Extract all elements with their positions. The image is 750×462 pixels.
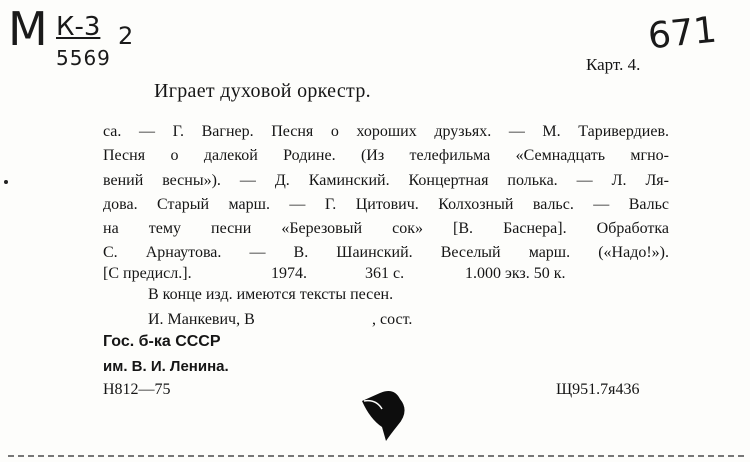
- description-line: Песня о далекой Родине. (Из телефильма «Семнадцать мгно-: [103, 147, 669, 164]
- copy-mark: 2: [118, 22, 134, 50]
- shelf-mark: К-3: [56, 12, 101, 42]
- collection-mark: М: [8, 2, 48, 56]
- printed-card-number: Н812—75: [103, 381, 171, 398]
- record-title: Играет духовой оркестр.: [154, 80, 371, 102]
- imprint-copies-price: 1.000 экз. 50 к.: [465, 265, 566, 282]
- description-line: на тему песни «Березовый сок» [В. Баснера]. Обработка: [103, 220, 669, 237]
- imprint-pages: 361 с.: [365, 265, 405, 282]
- ink-blot-icon: [360, 383, 420, 443]
- description-line: С. Арнаутова. — В. Шаинский. Веселый марш. («Надо!»).: [103, 244, 669, 261]
- description-line: са. — Г. Вагнер. Песня о хороших друзьях. — М. Таривердиев.: [103, 123, 669, 140]
- description-line: вений весны»). — Д. Каминский. Концертная полька. — Л. Ля-: [103, 172, 669, 189]
- compiler-role: , сост.: [372, 311, 413, 328]
- card-bottom-edge: [8, 455, 744, 457]
- imprint-preface: [С предисл.].: [103, 265, 192, 282]
- handwritten-card-number: 671: [645, 9, 719, 58]
- classification-code: Щ951.7я436: [556, 381, 640, 398]
- accession-number: 5569: [56, 46, 111, 70]
- bibliographic-note: В конце изд. имеются тексты песен.: [148, 286, 394, 303]
- imprint-year: 1974.: [271, 265, 307, 282]
- library-stamp-line1: Гос. б-ка СССР: [103, 333, 221, 350]
- card-label: Карт. 4.: [586, 55, 641, 74]
- description-line: дова. Старый марш. — Г. Цитович. Колхозный вальс. — Вальс: [103, 196, 669, 213]
- compiler-name: И. Манкевич, В: [148, 311, 255, 328]
- library-stamp-line2: им. В. И. Ленина.: [103, 358, 229, 375]
- punch-mark: [4, 180, 8, 184]
- imprint-line: [103, 265, 663, 287]
